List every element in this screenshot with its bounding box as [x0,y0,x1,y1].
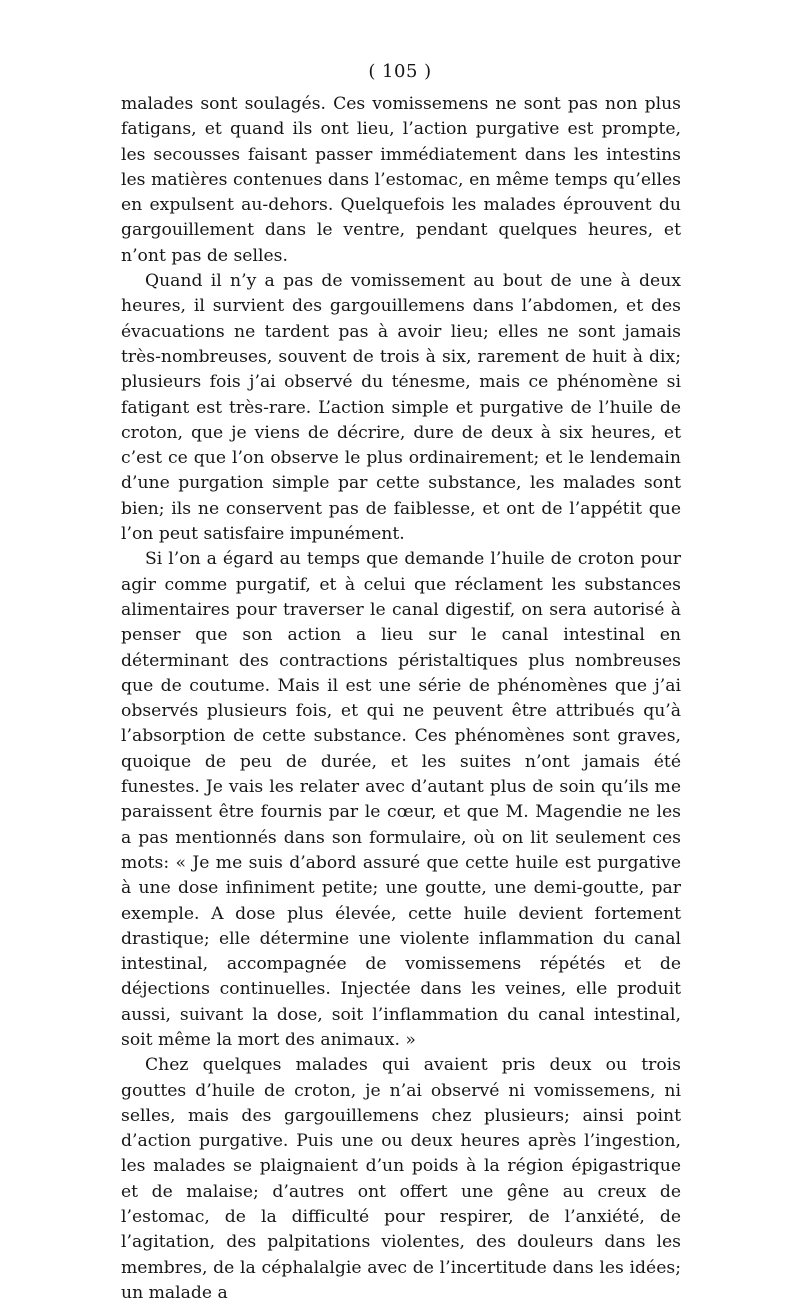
paragraph-2: Quand il n’y a pas de vomissement au bout de une à deux heures, il survient des gargouillemens dans l’abdomen, et des évacuations ne tardent pas à avoir lieu; elles ne sont jamais très-nombreuses, souvent de trois à six, rarement de huit à dix; plusieurs fois j’ai observé du ténesme, mais ce phénomène si fatigant est très-rare. L’action simple et purgative de l’huile de croton, que je viens de décrire, dure de deux à six heures, et c’est ce que l’on observe le plus ordinairement; et le lendemain d’une purgation simple par cette substance, les malades sont bien; ils ne conservent pas de faiblesse, et ont de l’appétit que l’on peut satisfaire impunément. [121,271,681,545]
paragraph-3: Si l’on a égard au temps que demande l’huile de croton pour agir comme purgatif, et à celui que réclament les substances alimentaires pour traverser le canal digestif, on sera autorisé à penser que son action a lieu sur le canal intestinal en déterminant des contractions péristaltiques plus nombreuses que de coutume. Mais il est une série de phénomènes que j’ai observés plusieurs fois, et qui ne peuvent être attribués qu’à l’absorption de cette substance. Ces phénomènes sont graves, quoique de peu de durée, et les suites n’ont jamais été funestes. Je vais les relater avec d’autant plus de soin qu’ils me paraissent être fournis par le cœur, et que M. Magendie ne les a pas mentionnés dans son formulaire, où on lit seulement ces mots: « Je me suis d’abord assuré que cette huile est purgative à une dose infiniment petite; une goutte, une demi-goutte, par exemple. A dose plus élevée, cette huile devient fortement drastique; elle détermine une violente inflammation du canal intestinal, accompagnée de vomissemens répétés et de déjections continuelles. Injectée dans les veines, elle produit aussi, suivant la dose, soit l’inflammation du canal intestinal, soit même la mort des animaux. » [121,549,681,1050]
paragraph-1: malades sont soulagés. Ces vomissemens ne sont pas non plus fatigans, et quand ils ont lieu, l’action purgative est prompte, les secousses faisant passer immédiatement dans les intestins les matières contenues dans l’estomac, en même temps qu’elles en expulsent au-dehors. Quelquefois les malades éprouvent du gargouillement dans le ventre, pendant quelques heures, et n’ont pas de selles. [121,94,681,266]
body-text [121,92,681,1306]
page-number: ( 105 ) [368,61,432,82]
paragraph-4: Chez quelques malades qui avaient pris deux ou trois gouttes d’huile de croton, je n’ai observé ni vomissemens, ni selles, mais des gargouillemens chez plusieurs; ainsi point d’action purgative. Puis une ou deux heures après l’ingestion, les malades se plaignaient d’un poids à la région épigastrique et de malaise; d’autres ont offert une gêne au creux de l’estomac, de la difficulté pour respirer, de l’anxiété, de l’agitation, des palpitations violentes, des douleurs dans les membres, de la céphalalgie avec de l’incertitude dans les idées; un malade a [121,1055,681,1303]
